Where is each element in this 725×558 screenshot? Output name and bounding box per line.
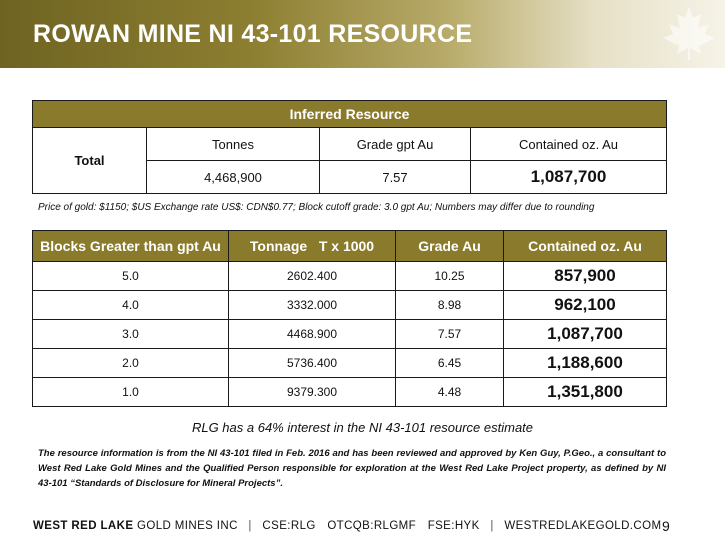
grade-cell: 10.25 bbox=[396, 262, 504, 291]
table-row bbox=[33, 320, 667, 349]
grade-cell: 7.57 bbox=[396, 320, 504, 349]
footer-separator: | bbox=[248, 520, 252, 532]
cutoff-cell: 3.0 bbox=[33, 320, 229, 349]
tonnage-cell: 9379.300 bbox=[229, 378, 396, 407]
grade-cell: 4.48 bbox=[396, 378, 504, 407]
tonnage-cell: 5736.400 bbox=[229, 349, 396, 378]
website-link[interactable]: WESTREDLAKEGOLD.COM bbox=[504, 520, 662, 532]
company-name-rest: GOLD MINES INC bbox=[133, 520, 238, 532]
contained-cell: 1,188,600 bbox=[504, 349, 667, 378]
tonnage-cell: 4468.900 bbox=[229, 320, 396, 349]
tonnage-cell: 2602.400 bbox=[229, 262, 396, 291]
cutoff-cell: 2.0 bbox=[33, 349, 229, 378]
contained-cell: 962,100 bbox=[504, 291, 667, 320]
table-row bbox=[33, 349, 667, 378]
column-header: Contained oz. Au bbox=[504, 231, 667, 262]
cutoff-cell: 4.0 bbox=[33, 291, 229, 320]
page-title: ROWAN MINE NI 43-101 RESOURCE bbox=[33, 20, 473, 48]
grade-value: 7.57 bbox=[320, 161, 471, 194]
tonnes-header: Tonnes bbox=[147, 128, 320, 161]
contained-cell: 1,351,800 bbox=[504, 378, 667, 407]
table-row bbox=[33, 378, 667, 407]
footer-separator: | bbox=[490, 520, 494, 532]
total-label: Total bbox=[33, 128, 147, 194]
column-header: Tonnage T x 1000 bbox=[229, 231, 396, 262]
footer-bar bbox=[33, 520, 661, 532]
contained-value: 1,087,700 bbox=[471, 161, 667, 194]
maple-leaf-icon bbox=[659, 2, 719, 62]
blocks-table bbox=[32, 230, 667, 407]
grade-cell: 6.45 bbox=[396, 349, 504, 378]
cutoff-cell: 5.0 bbox=[33, 262, 229, 291]
price-note: Price of gold: $1150; $US Exchange rate US$: CDN$0.77; Block cutoff grade: 3.0 gpt Au; Numbers may differ due to rounding bbox=[38, 202, 595, 213]
column-header: Blocks Greater than gpt Au bbox=[33, 231, 229, 262]
resource-footnote: The resource information is from the NI 43-101 filed in Feb. 2016 and has been reviewed and approved by Ken Guy, P.Geo., a consultant to West Red Lake Gold Mines and the Qualified Person responsible for exploration at the West Red Lake Project property, as defined by NI 43-101 “Standards of Disclosure for Mineral Projects”. bbox=[38, 448, 666, 489]
contained-cell: 1,087,700 bbox=[504, 320, 667, 349]
cse-ticker: CSE:RLG bbox=[262, 520, 316, 532]
title-banner bbox=[0, 0, 725, 68]
tonnage-cell: 3332.000 bbox=[229, 291, 396, 320]
tonnes-value: 4,468,900 bbox=[147, 161, 320, 194]
otcqb-ticker: OTCQB:RLGMF bbox=[327, 520, 417, 532]
fse-ticker: FSE:HYK bbox=[427, 520, 480, 532]
table-row bbox=[33, 291, 667, 320]
table-row bbox=[33, 262, 667, 291]
inferred-resource-heading: Inferred Resource bbox=[33, 101, 667, 128]
cutoff-cell: 1.0 bbox=[33, 378, 229, 407]
contained-cell: 857,900 bbox=[504, 262, 667, 291]
contained-header: Contained oz. Au bbox=[471, 128, 667, 161]
grade-cell: 8.98 bbox=[396, 291, 504, 320]
inferred-resource-table bbox=[32, 100, 667, 194]
page-number: 9 bbox=[662, 518, 670, 534]
interest-note: RLG has a 64% interest in the NI 43-101 resource estimate bbox=[191, 420, 534, 435]
column-header: Grade Au bbox=[396, 231, 504, 262]
grade-header: Grade gpt Au bbox=[320, 128, 471, 161]
company-name-bold: WEST RED LAKE bbox=[33, 520, 134, 532]
